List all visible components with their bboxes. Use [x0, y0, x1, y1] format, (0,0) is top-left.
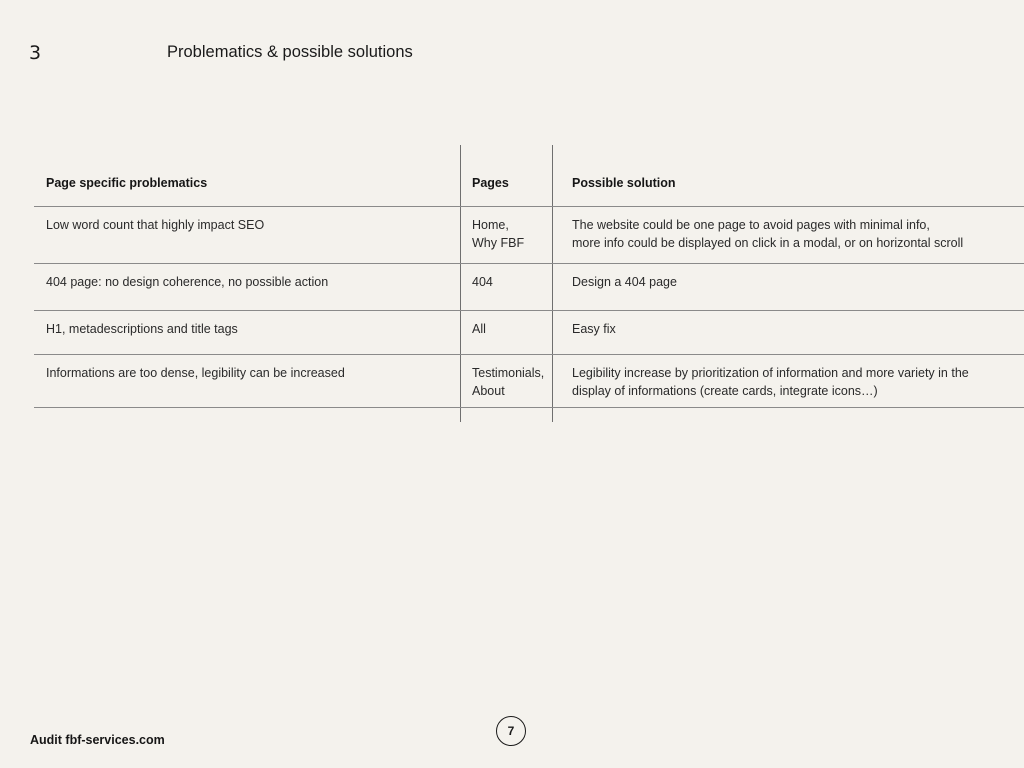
table-row: [34, 311, 1024, 355]
column-header-problematics: Page specific problematics: [46, 176, 208, 190]
pages-cell: Testimonials, About: [472, 366, 545, 398]
column-header-solution: Possible solution: [572, 176, 676, 190]
footer-brand: Audit fbf-services.com: [30, 733, 165, 747]
pages-cell: All: [472, 322, 486, 336]
solution-cell: Easy fix: [572, 322, 616, 336]
solution-cell: Design a 404 page: [572, 275, 677, 289]
table-header-row: [34, 145, 1024, 207]
problem-cell: Informations are too dense, legibility can be increased: [46, 366, 345, 380]
pages-cell: 404: [472, 275, 493, 289]
problem-cell: Low word count that highly impact SEO: [46, 218, 265, 232]
solution-cell: Legibility increase by prioritization of information and more variety in the display of informations (create cards, integrate icons…): [572, 366, 969, 398]
table-row: [34, 264, 1024, 311]
column-header-pages: Pages: [472, 176, 509, 190]
solution-cell: The website could be one page to avoid pages with minimal info, more info could be displayed on click in a modal, or on horizontal scroll: [572, 218, 964, 250]
table-row: [34, 207, 1024, 264]
pages-cell: Home, Why FBF: [472, 218, 525, 250]
section-title: Problematics & possible solutions: [167, 43, 413, 61]
problematics-table: [34, 145, 1024, 422]
section-number: 3: [29, 42, 42, 64]
problem-cell: 404 page: no design coherence, no possible action: [46, 275, 329, 289]
page-number-badge: 7: [496, 716, 526, 746]
problem-cell: H1, metadescriptions and title tags: [46, 322, 238, 336]
table-row: [34, 355, 1024, 408]
